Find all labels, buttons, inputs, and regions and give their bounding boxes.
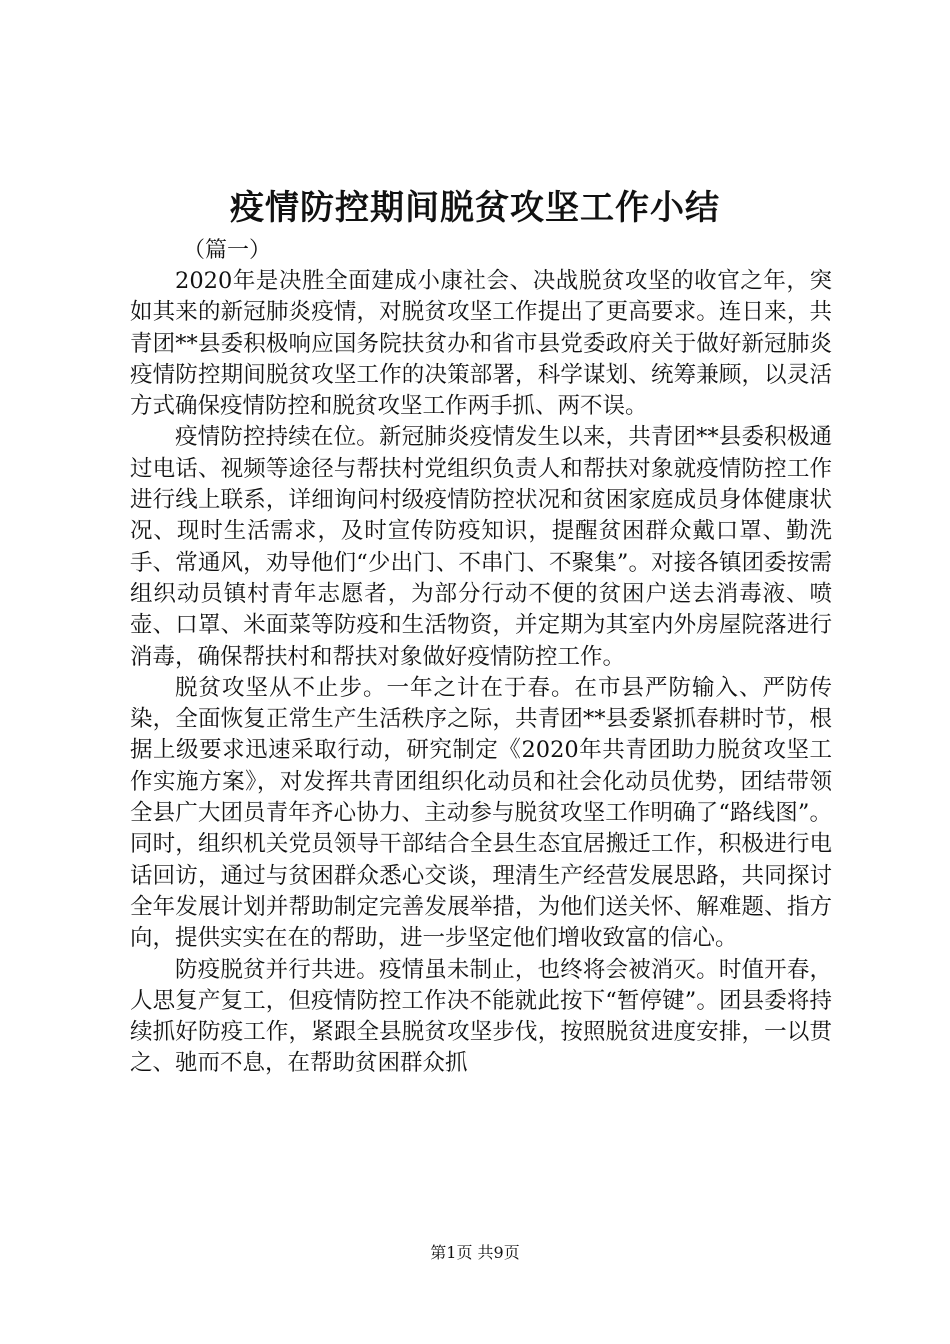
body-paragraph: 脱贫攻坚从不止步。一年之计在于春。在市县严防输入、严防传染，全面恢复正常生产生活秩序之际，共青团**县委紧抓春耕时节，根据上级要求迅速采取行动，研究制定《2020年共青团助力脱贫攻坚工作实施方案》，对发挥共青团组织化动员和社会化动员优势，团结带领全县广大团员青年齐心协力、主动参与脱贫攻坚工作明确了“路线图”。同时，组织机关党员领导干部结合全县生态宜居搬迁工作，积极进行电话回访，通过与贫困群众悉心交谈，理清生产经营发展思路，共同探讨全年发展计划并帮助制定完善发展举措，为他们送关怀、解难题、指方向，提供实实在在的帮助，进一步坚定他们增收致富的信心。 [130,674,832,952]
body-paragraph: 2020年是决胜全面建成小康社会、决战脱贫攻坚的收官之年，突如其来的新冠肺炎疫情，对脱贫攻坚工作提出了更高要求。连日来，共青团**县委积极响应国务院扶贫办和省市县党委政府关于做好新冠肺炎疫情防控期间脱贫攻坚工作的决策部署，科学谋划、统筹兼顾，以灵活方式确保疫情防控和脱贫攻坚工作两手抓、两不误。 [130,268,832,420]
body-paragraph: 防疫脱贫并行共进。疫情虽未制止，也终将会被消灭。时值开春，人思复产复工，但疫情防控工作决不能就此按下“暂停键”。团县委将持续抓好防疫工作，紧跟全县脱贫攻坚步伐，按照脱贫进度安排，一以贯之、驰而不息，在帮助贫困群众抓 [130,956,832,1077]
document-title: 疫情防控期间脱贫攻坚工作小结 [230,188,720,228]
body-paragraph: 疫情防控持续在位。新冠肺炎疫情发生以来，共青团**县委积极通过电话、视频等途径与帮扶村党组织负责人和帮扶对象就疫情防控工作进行线上联系，详细询问村级疫情防控状况和贫困家庭成员身体健康状况、现时生活需求，及时宣传防疫知识，提醒贫困群众戴口罩、勤洗手、常通风，劝导他们“少出门、不串门、不聚集”。对接各镇团委按需组织动员镇村青年志愿者，为部分行动不便的贫困户送去消毒液、喷壶、口罩、米面菜等防疫和生活物资，并定期为其室内外房屋院落进行消毒，确保帮扶村和帮扶对象做好疫情防控工作。 [130,424,832,670]
document-subtitle: （篇一） [183,238,272,263]
document-body [130,266,832,1080]
page-footer: 第1页 共9页 [430,1243,520,1262]
